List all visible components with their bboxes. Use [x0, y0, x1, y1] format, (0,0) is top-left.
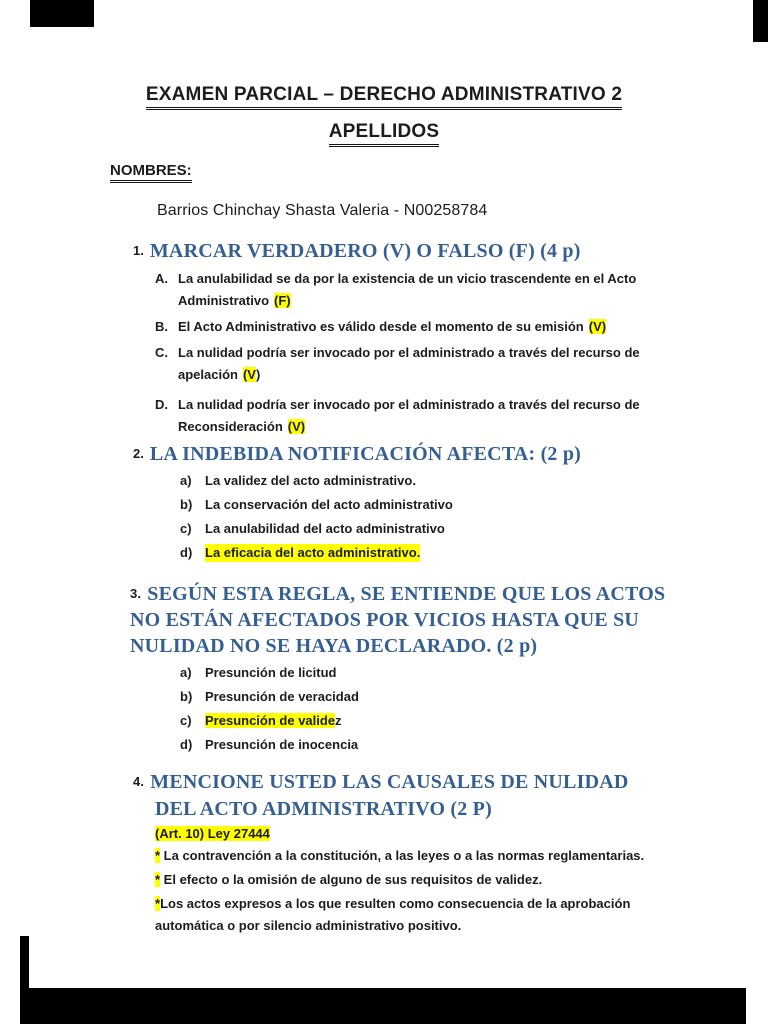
question-2-heading: 2. LA INDEBIDA NOTIFICACIÓN AFECTA: (2 p) [133, 443, 582, 465]
option-row: a) Presunción de licitud [180, 665, 337, 680]
question-3-number: 3. [130, 586, 142, 601]
question-3-heading: 3. SEGÚN ESTA REGLA, SE ENTIENDE QUE LOS ACTOS NO ESTÁN AFECTADOS POR VICIOS HASTA QUE SU NULIDAD NO SE HAYA DECLARADO. (2 p) [130, 583, 666, 657]
highlighted-answer: La eficacia del acto administrativo. [205, 545, 421, 560]
question-4-heading: 4. MENCIONE USTED LAS CAUSALES DE NULIDAD DEL ACTO ADMINISTRATIVO (2 P) [133, 771, 629, 820]
answer-bullet: * El efecto o la omisión de alguno de sus requisitos de validez. [155, 872, 543, 887]
scan-artifact-bottom-left [20, 936, 29, 996]
question-1 [133, 238, 640, 442]
highlighted-answer: (F) [274, 293, 291, 308]
option-row: d) Presunción de inocencia [180, 737, 359, 752]
question-item: B. El Acto Administrativo es válido desde el momento de su emisión (V) [155, 319, 607, 334]
highlighted-answer: (V [242, 367, 256, 382]
highlighted-answer: Presunción de valide [205, 713, 336, 728]
highlighted-answer: (V) [287, 419, 306, 434]
question-item: A. La anulabilidad se da por la existencia de un vicio trascendente en el Acto Administrativo (F) [155, 271, 637, 308]
option-row: a) La validez del acto administrativo. [180, 473, 416, 488]
question-item: D. La nulidad podría ser invocado por el administrado a través del recurso de Reconsideración (V) [155, 397, 640, 434]
question-3 [130, 581, 665, 760]
highlighted-answer: (V) [588, 319, 607, 334]
student-name: Barrios Chinchay Shasta Valeria - N00258784 [157, 202, 488, 219]
option-row-highlighted: d) La eficacia del acto administrativo. [180, 545, 421, 560]
highlighted-asterisk: * [155, 872, 161, 887]
answer-bullet: *Los actos expresos a los que resulten como consecuencia de la aprobación automática o por silencio administrativo positivo. [155, 896, 631, 933]
question-4 [133, 768, 644, 941]
page-subtitle: APELLIDOS [329, 121, 440, 147]
law-reference-note: (Art. 10) Ley 27444 [155, 826, 270, 841]
question-2 [133, 441, 581, 568]
highlighted-asterisk: * [155, 848, 161, 863]
scan-artifact-top-right [753, 0, 768, 42]
option-row: b) La conservación del acto administrativo [180, 497, 453, 512]
nombres-label: NOMBRES: [110, 162, 192, 183]
option-row: b) Presunción de veracidad [180, 689, 359, 704]
option-row-highlighted: c) Presunción de validez [180, 713, 342, 728]
scan-artifact-bottom-bar [20, 988, 746, 1024]
question-1-heading: 1. MARCAR VERDADERO (V) O FALSO (F) (4 p) [133, 240, 581, 262]
scan-artifact-top-left [30, 0, 94, 27]
question-item: C. La nulidad podría ser invocado por el administrado a través del recurso de apelación (V) [155, 345, 640, 382]
question-4-number: 4. [133, 774, 145, 789]
option-row: c) La anulabilidad del acto administrativo [180, 521, 445, 536]
question-1-number: 1. [133, 243, 144, 258]
page-title: EXAMEN PARCIAL – DERECHO ADMINISTRATIVO 2 [146, 84, 622, 110]
document-header [0, 84, 768, 147]
highlighted-asterisk: * [155, 896, 161, 911]
answer-bullet: * La contravención a la constitución, a las leyes o a las normas reglamentarias. [155, 848, 645, 863]
question-2-number: 2. [133, 446, 144, 461]
